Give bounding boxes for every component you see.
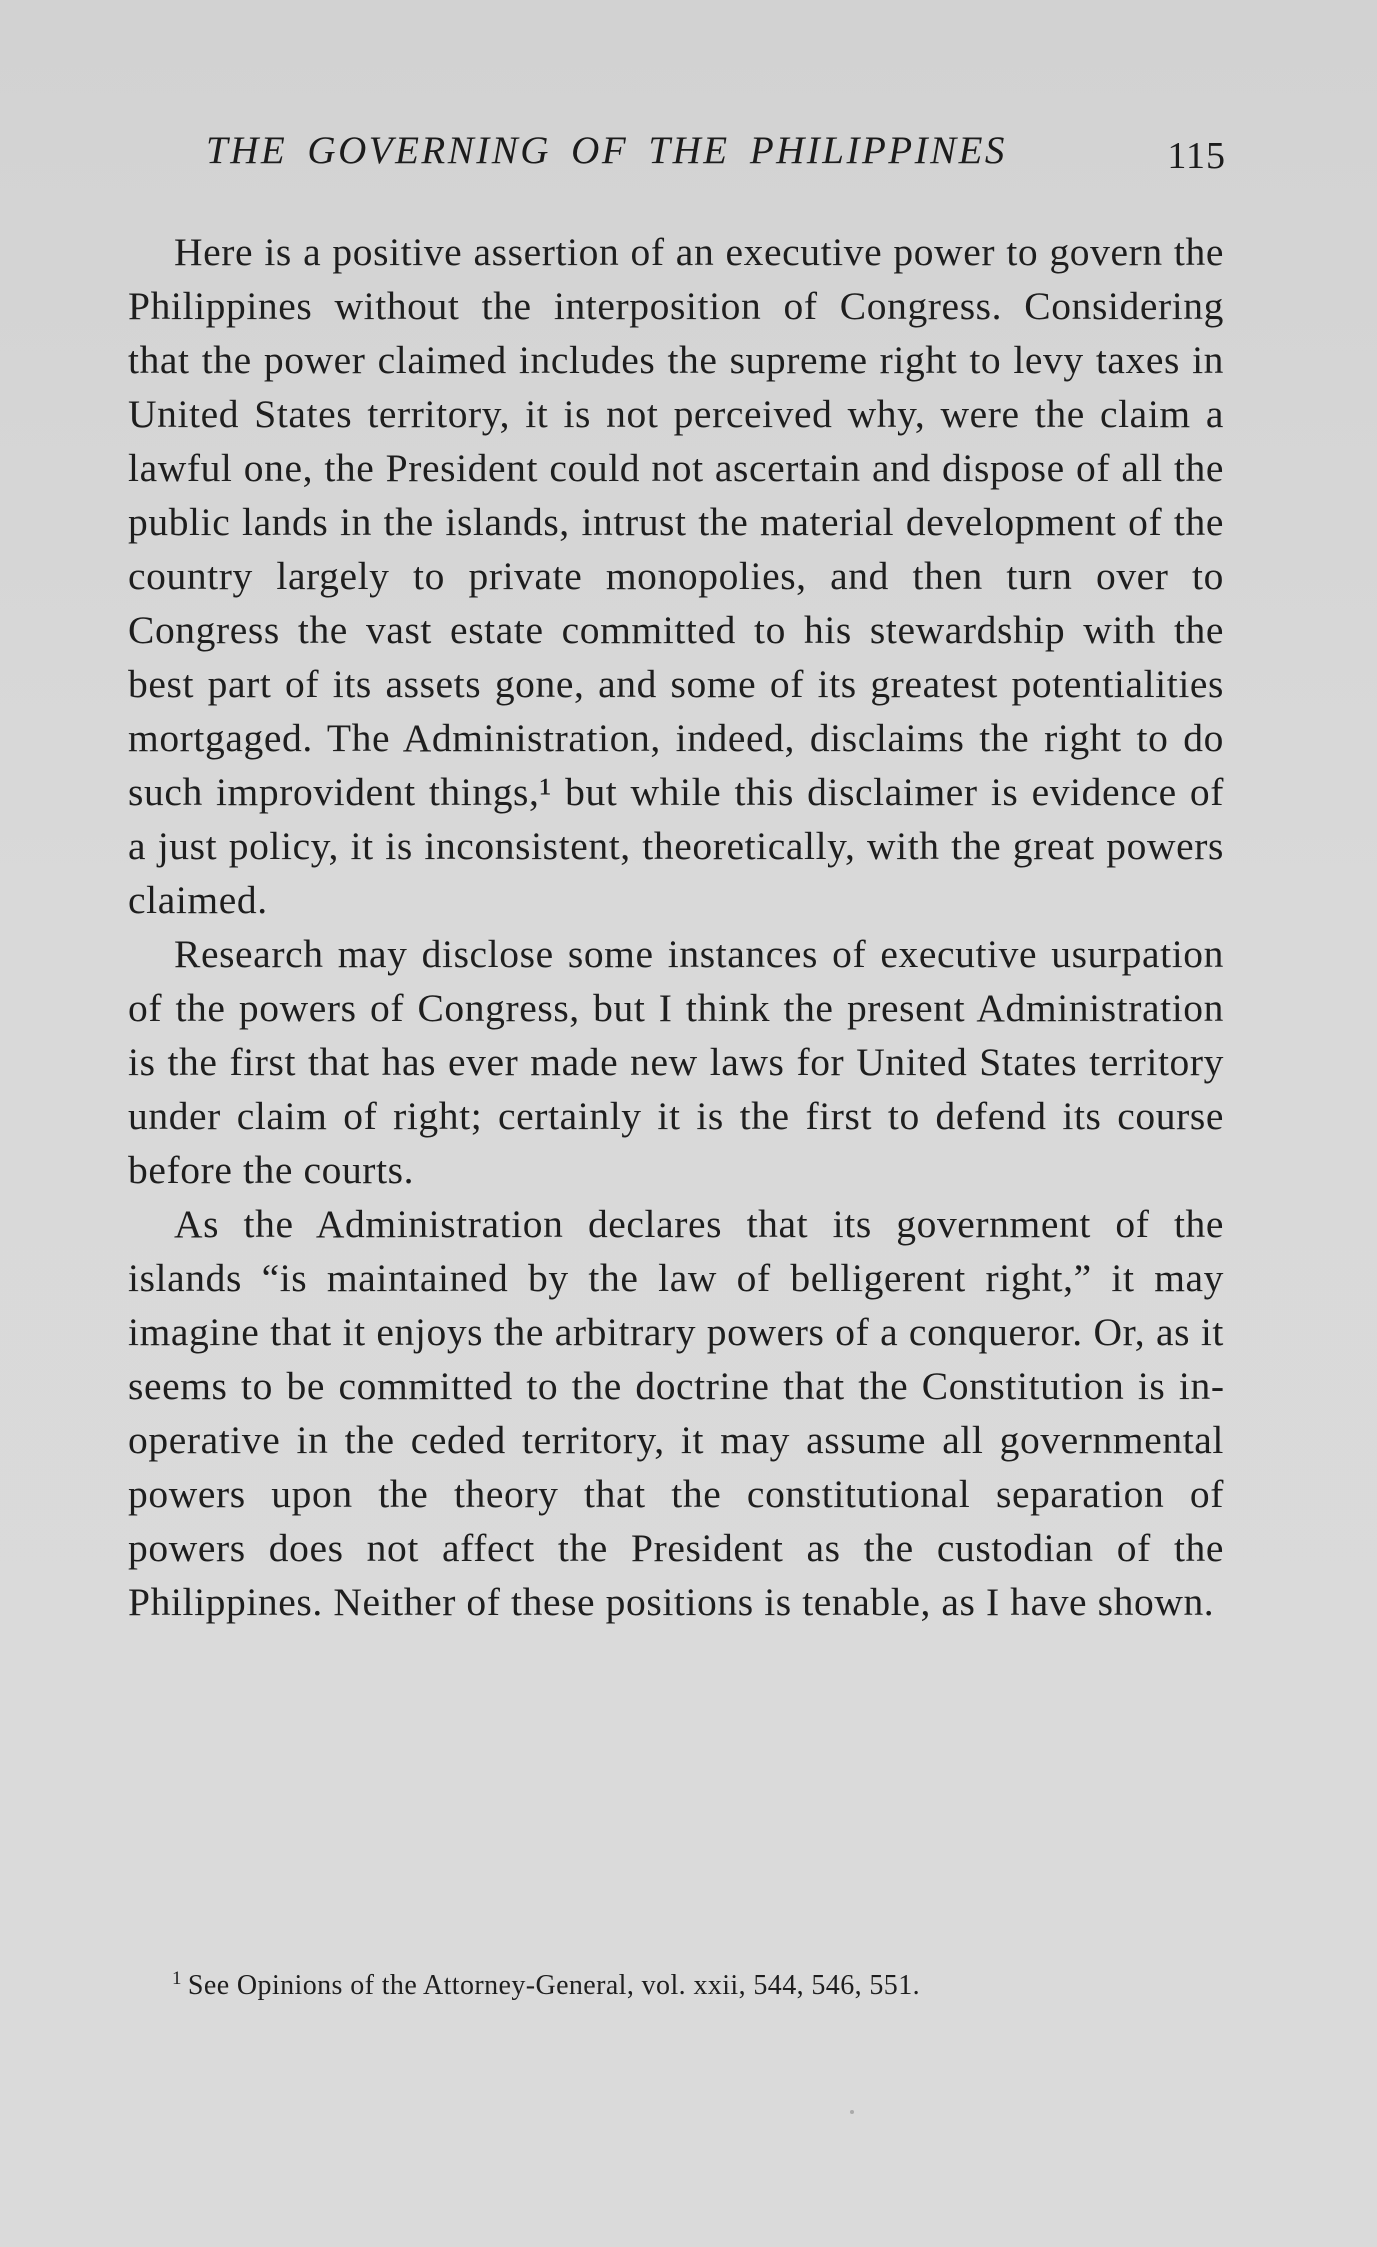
footnote-marker: 1 — [172, 1968, 182, 1989]
paragraph-2: Research may disclose some instances of executive usurpation of the powers of Congress, but I think the present Administration is the first that has ever made new laws for United States territory under claim of right; certainly it is the first to defend its course before the courts. — [128, 932, 1224, 1192]
page-header — [206, 128, 1226, 184]
page-number: 115 — [1167, 135, 1226, 177]
footnote — [172, 1968, 1222, 2002]
paper-speck — [850, 2110, 854, 2114]
paragraph-1: Here is a positive assertion of an executive power to govern the Philippines without the interposition of Congress. Considering that the power claimed includes the supreme right to levy taxes in United States territory, it is not perceived why, were the claim a lawful one, the President could not ascertain and dispose of all the public lands in the islands, intrust the material development of the country largely to private monopolies, and then turn over to Congress the vast estate committed to his stewardship with the best part of its assets gone, and some of its greatest potentialities mortgaged. The Administration, indeed, disclaims the right to do such improvident things,¹ but while this disclaimer is evidence of a just policy, it is inconsistent, theoretically, with the great powers claimed. — [128, 230, 1224, 922]
running-title: THE GOVERNING OF THE PHILIPPINES — [206, 129, 1007, 172]
footnote-text: See Opinions of the Attorney-General, vol. xxii, 544, 546, 551. — [187, 1970, 920, 2001]
paragraph-3: As the Administration declares that its government of the islands “is maintained by the law of belligerent right,” it may imagine that it enjoys the arbitrary powers of a conqueror. Or, as it seems to be committed to the doctrine that the Constitution is inoperative in the ceded territory, it may assume all governmental powers upon the theory that the constitutional separation of powers does not affect the President as the custodian of the Philippines. Neither of these positions is tenable, as I have shown. — [128, 1202, 1224, 1624]
body-text — [128, 225, 1224, 1629]
